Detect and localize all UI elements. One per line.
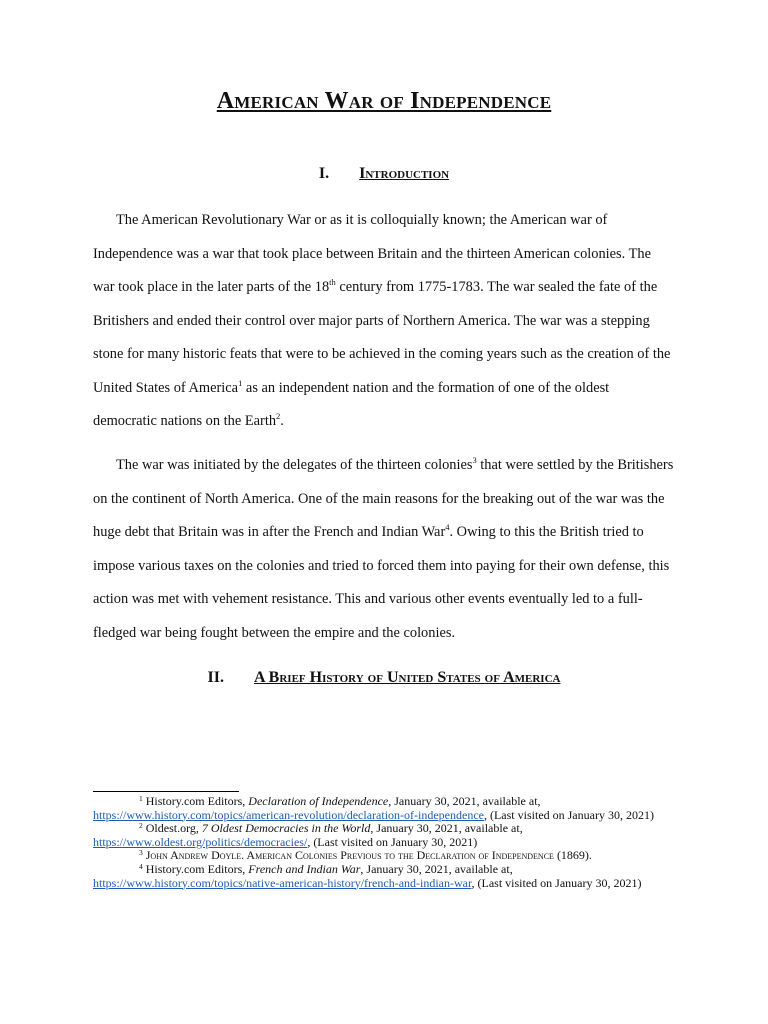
- section-heading-brief-history: [0, 669, 768, 687]
- superscript: th: [329, 277, 336, 287]
- footnote-text: (1869).: [553, 848, 592, 863]
- footnote-text: History.com Editors,: [142, 861, 249, 876]
- footnote-link[interactable]: https://www.history.com/topics/native-american-history/french-and-indian-war: [93, 875, 472, 890]
- footnote-ref-2[interactable]: 2: [276, 411, 281, 421]
- footnote-separator: [93, 791, 239, 792]
- footnote-text: , January 30, 2021, available at,: [360, 861, 513, 876]
- footnote-text: Oldest.org,: [142, 821, 202, 836]
- section-title: Introduction: [359, 165, 450, 182]
- footnote-2: [93, 822, 675, 849]
- footnote-title: 7 Oldest Democracies in the World: [201, 821, 371, 836]
- footnote-link[interactable]: https://www.oldest.org/politics/democracies/: [93, 834, 308, 849]
- footnotes: [93, 795, 675, 890]
- footnote-text: History.com Editors,: [142, 794, 249, 808]
- document-title: American War of Independence: [216, 88, 552, 114]
- paragraph-text: The war was initiated by the delegates of the thirteen colonies: [116, 457, 473, 473]
- paragraph-text: century from 1775-1783. The war sealed the fate of the Britishers and ended their control over major parts of Northern America. The war was a stepping stone for many historic feats that were to be achieved in the coming years such as the creation of the United States of America: [93, 279, 671, 396]
- footnote-citation: John Andrew Doyle. American Colonies Previous to the Declaration of Independence: [142, 848, 554, 863]
- footnote-ref-3[interactable]: 3: [472, 455, 477, 465]
- footnote-number: 1: [139, 794, 143, 803]
- footnote-number: 3: [139, 848, 143, 858]
- footnote-text: , (Last visited on January 30, 2021): [483, 807, 654, 822]
- section-number: I.: [318, 165, 330, 182]
- footnote-text: , January 30, 2021, available at,: [388, 794, 541, 808]
- footnote-title: Declaration of Independence: [248, 794, 389, 808]
- footnote-4: [93, 863, 675, 890]
- section-title: A Brief History of United States of America: [254, 669, 561, 686]
- paragraph-text: .: [280, 413, 284, 429]
- paragraph-text: The American Revolutionary War or as it is colloquially known; the American war of Independence was a war that took place between Britain and the thirteen American colonies. The war took place in the later parts of the 18: [93, 212, 651, 295]
- section-heading-introduction: [0, 165, 768, 183]
- footnote-ref-4[interactable]: 4: [445, 522, 450, 532]
- footnote-text: , (Last visited on January 30, 2021): [307, 834, 478, 849]
- footnote-text: , (Last visited on January 30, 2021): [471, 875, 642, 890]
- footnote-link[interactable]: https://www.history.com/topics/american-revolution/declaration-of-independence: [93, 807, 484, 822]
- footnote-number: 4: [139, 861, 143, 871]
- paragraph-introduction-2: [93, 449, 675, 650]
- paragraph-text: that were settled by the Britishers on the continent of North America. One of the main reasons for the breaking out of the war was the huge debt that Britain was in after the French and Indian War: [93, 457, 674, 540]
- footnote-title: French and Indian War: [248, 861, 361, 876]
- footnote-text: , January 30, 2021, available at,: [370, 821, 523, 836]
- footnote-3: [93, 849, 675, 863]
- paragraph-text: as an independent nation and the formation of one of the oldest democratic nations on the Earth: [93, 379, 610, 429]
- section-number: II.: [207, 669, 224, 686]
- footnote-1: [93, 795, 675, 822]
- footnote-number: 2: [139, 821, 143, 831]
- footnote-ref-1[interactable]: 1: [238, 377, 243, 388]
- paragraph-text: . Owing to this the British tried to impose various taxes on the colonies and tried to forced them into paying for their own defense, this action was met with vehement resistance. This and various other events eventually led to a full-fledged war being fought between the empire and the colonies.: [93, 524, 670, 641]
- paragraph-introduction-1: [93, 204, 675, 439]
